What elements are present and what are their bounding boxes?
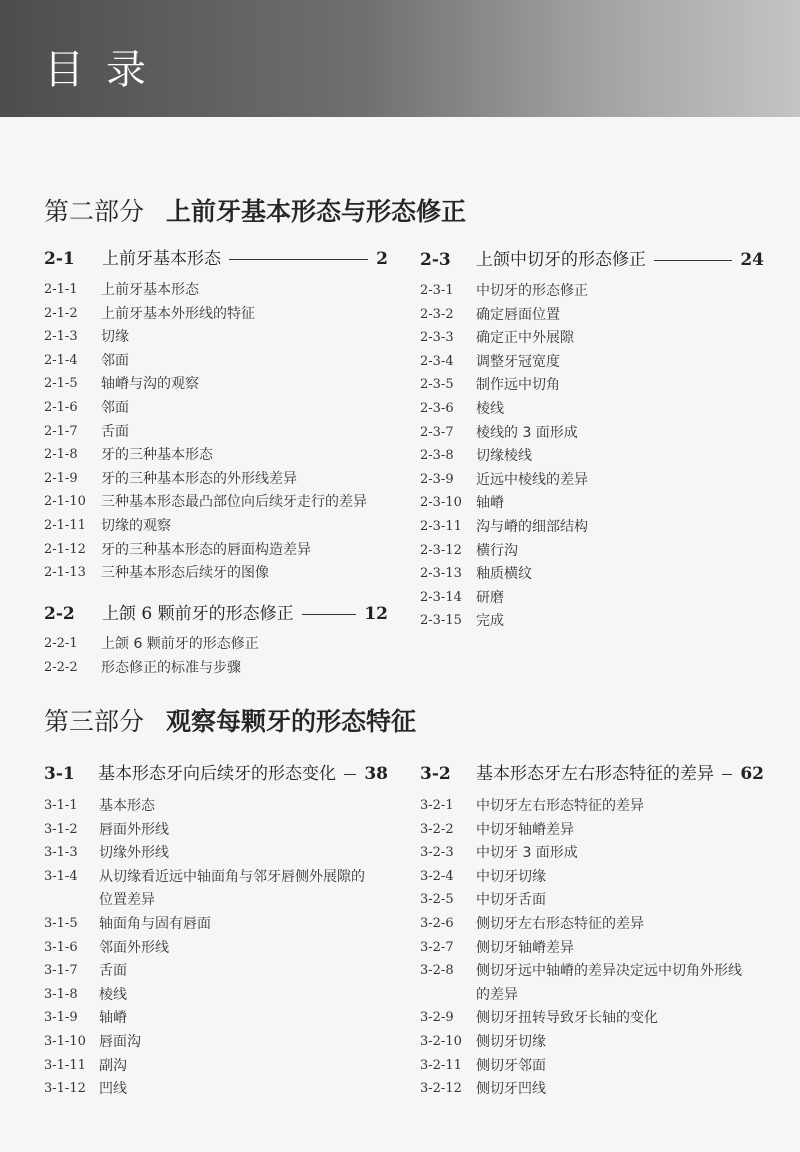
item-text-line: 确定正中外展隙 [476, 330, 574, 347]
item-number: 3-1-11 [44, 1057, 86, 1073]
toc-item[interactable] [420, 890, 546, 910]
item-text [476, 611, 504, 631]
item-text [476, 352, 560, 372]
section-number: 3-2 [420, 764, 451, 784]
item-text [476, 328, 574, 348]
item-text-line: 轴嵴 [476, 495, 504, 512]
item-number: 3-1-8 [44, 986, 78, 1002]
toc-item[interactable] [420, 517, 588, 537]
toc-item[interactable] [44, 492, 367, 512]
item-text-line: 完成 [476, 613, 504, 630]
item-number: 2-1-9 [44, 470, 78, 486]
item-number: 2-1-4 [44, 352, 78, 368]
section-2-1-heading[interactable] [44, 248, 388, 270]
item-text [476, 820, 574, 840]
item-text-line: 唇面沟 [99, 1034, 141, 1050]
item-text-line: 牙的三种基本形态 [101, 447, 213, 464]
section-page: 12 [364, 604, 388, 624]
section-title: 上颌中切牙的形态修正 [476, 250, 646, 270]
item-text [99, 1056, 127, 1076]
item-text-line: 近远中棱线的差异 [476, 471, 588, 488]
item-text-line: 的差异 [476, 986, 518, 1003]
item-number: 3-1-6 [44, 939, 78, 955]
item-text [476, 493, 504, 513]
item-number: 2-1-13 [44, 565, 86, 581]
toc-item[interactable] [420, 843, 578, 863]
section-title: 基本形态牙左右形态特征的差异 [476, 764, 714, 784]
header-banner [0, 0, 800, 117]
item-number: 2-1-3 [44, 329, 78, 345]
item-text [476, 1079, 546, 1099]
item-number: 2-3-13 [420, 566, 462, 582]
item-number: 2-3-3 [420, 330, 454, 346]
toc-item[interactable] [44, 658, 241, 678]
item-number: 2-3-6 [420, 401, 454, 416]
section-3-2-heading[interactable] [420, 763, 764, 785]
section-2-2-heading[interactable] [44, 603, 388, 625]
item-number: 3-2-9 [420, 1010, 454, 1026]
item-text-line: 侧切牙切缘 [476, 1034, 546, 1050]
item-text-line: 轴嵴 [99, 1010, 127, 1027]
item-text [101, 351, 129, 371]
section-number: 3-1 [44, 764, 75, 784]
item-text-line: 侧切牙远中轴嵴的差异决定远中切角外形线 [476, 963, 742, 980]
toc-item[interactable] [420, 1056, 546, 1076]
item-text-line: 上前牙基本外形线的特征 [101, 305, 255, 322]
item-number: 2-1-10 [44, 494, 86, 510]
toc-item[interactable] [44, 469, 297, 489]
item-text-line: 切缘外形线 [99, 845, 169, 862]
item-text-line: 轴面角与固有唇面 [99, 916, 211, 932]
toc-item[interactable] [44, 985, 127, 1005]
item-number: 2-2-2 [44, 659, 78, 675]
item-number: 3-2-12 [420, 1081, 462, 1097]
item-text-line: 上前牙基本形态 [101, 282, 199, 298]
item-number: 3-1-7 [44, 963, 78, 979]
item-number: 2-3-8 [420, 448, 454, 464]
item-text [101, 398, 129, 418]
item-number: 2-1-12 [44, 541, 86, 557]
toc-item[interactable] [44, 634, 259, 654]
item-text-line: 中切牙左右形态特征的差异 [476, 798, 644, 814]
toc-item[interactable] [44, 867, 365, 911]
item-text-line: 切缘的观察 [101, 518, 171, 534]
toc-item[interactable] [44, 938, 169, 958]
item-text [99, 796, 155, 816]
item-number: 2-3-15 [420, 613, 462, 629]
item-text [101, 516, 171, 536]
item-text [99, 961, 127, 981]
item-text [476, 375, 560, 395]
item-text [101, 563, 269, 583]
toc-item[interactable] [420, 1008, 658, 1028]
toc-item[interactable] [420, 423, 578, 443]
toc-item[interactable] [44, 516, 171, 536]
item-text [101, 327, 129, 347]
item-number: 2-1-5 [44, 376, 78, 392]
part-name: 上前牙基本形态与形态修正 [166, 197, 467, 226]
part-heading-3 [44, 706, 416, 738]
toc-item[interactable] [44, 820, 169, 840]
item-text [476, 541, 518, 561]
toc-item[interactable] [420, 564, 532, 584]
item-number: 3-1-2 [44, 821, 78, 837]
item-number: 2-1-6 [44, 400, 78, 415]
leader-line [654, 260, 732, 261]
item-text-line: 切缘 [101, 329, 129, 346]
item-text-line: 中切牙的形态修正 [476, 283, 588, 299]
item-text-line: 上颌 6 颗前牙的形态修正 [101, 636, 259, 652]
section-page: 2 [376, 249, 388, 269]
toc-item[interactable] [420, 867, 546, 887]
toc-item[interactable] [420, 375, 560, 395]
toc-item[interactable] [44, 914, 211, 934]
item-text [476, 1008, 658, 1028]
toc-item[interactable] [420, 352, 560, 372]
item-number: 3-2-10 [420, 1034, 462, 1049]
item-text-line: 轴嵴与沟的观察 [101, 376, 199, 393]
item-text-line: 形态修正的标准与步骤 [101, 659, 241, 676]
section-2-3-heading[interactable] [420, 249, 764, 271]
section-page: 24 [740, 250, 764, 270]
item-text [476, 446, 532, 466]
toc-item[interactable] [420, 820, 574, 840]
item-number: 3-1-1 [44, 798, 78, 813]
item-text [476, 517, 588, 537]
item-text-line: 侧切牙轴嵴差异 [476, 939, 574, 956]
toc-item[interactable] [44, 1056, 127, 1076]
item-number: 3-2-2 [420, 821, 454, 837]
item-text [101, 280, 199, 300]
item-number: 2-3-2 [420, 306, 454, 322]
item-text-line: 沟与嵴的细部结构 [476, 519, 588, 535]
section-title: 基本形态牙向后续牙的形态变化 [98, 764, 336, 784]
item-text-line: 舌面 [99, 963, 127, 980]
item-text [99, 1008, 127, 1028]
section-3-1-heading[interactable] [44, 763, 388, 785]
item-text-line: 横行沟 [476, 542, 518, 559]
item-text-line: 三种基本形态最凸部位向后续牙走行的差异 [101, 494, 367, 511]
item-number: 3-2-8 [420, 963, 454, 979]
item-number: 2-2-1 [44, 636, 78, 651]
item-text-line: 从切缘看近远中轴面角与邻牙唇侧外展隙的 [99, 868, 365, 885]
item-text [476, 588, 504, 608]
item-text-line: 邻面 [101, 400, 129, 416]
toc-item[interactable] [44, 351, 129, 371]
section-number: 2-2 [44, 604, 75, 624]
item-text [476, 1032, 546, 1052]
toc-item[interactable] [420, 281, 588, 301]
leader-line [344, 774, 356, 775]
item-number: 2-3-11 [420, 519, 462, 534]
toc-item[interactable] [420, 399, 504, 419]
toc-item[interactable] [420, 470, 588, 490]
item-text-line: 邻面 [101, 352, 129, 369]
toc-item[interactable] [420, 914, 644, 934]
item-text-line: 中切牙舌面 [476, 892, 546, 909]
toc-item[interactable] [420, 938, 574, 958]
item-text-line: 调整牙冠宽度 [476, 353, 560, 370]
toc-item[interactable] [44, 1079, 127, 1099]
item-text [99, 820, 169, 840]
part-name: 观察每颗牙的形态特征 [166, 707, 417, 736]
toc-item[interactable] [420, 446, 532, 466]
item-text [476, 305, 560, 325]
item-text [476, 890, 546, 910]
item-number: 2-1-11 [44, 518, 86, 533]
toc-item[interactable] [44, 445, 213, 465]
toc-item[interactable] [44, 1008, 127, 1028]
item-number: 2-1-8 [44, 447, 78, 463]
item-text-line: 棱线的 3 面形成 [476, 424, 578, 441]
item-text [476, 564, 532, 584]
item-text [476, 281, 588, 301]
item-text-line: 中切牙切缘 [476, 868, 546, 885]
item-text-line: 制作远中切角 [476, 377, 560, 394]
item-number: 3-2-1 [420, 798, 454, 813]
toc-item[interactable] [420, 1079, 546, 1099]
toc-item[interactable] [420, 305, 560, 325]
item-number: 2-3-14 [420, 589, 462, 605]
toc-item[interactable] [420, 611, 504, 631]
item-text [99, 867, 365, 911]
item-text-line: 舌面 [101, 423, 129, 440]
section-page: 38 [364, 764, 388, 784]
toc-item[interactable] [420, 328, 574, 348]
item-text-line: 唇面外形线 [99, 821, 169, 838]
item-text-line: 侧切牙扭转导致牙长轴的变化 [476, 1010, 658, 1027]
item-number: 2-3-5 [420, 377, 454, 393]
section-number: 2-3 [420, 250, 451, 270]
item-text-line: 凹线 [99, 1081, 127, 1098]
part-label: 第三部分 [44, 707, 145, 736]
item-text-line: 切缘棱线 [476, 448, 532, 465]
section-page: 62 [740, 764, 764, 784]
item-text-line: 位置差异 [99, 892, 155, 909]
item-text [476, 938, 574, 958]
item-number: 3-2-7 [420, 939, 454, 955]
item-number: 2-1-7 [44, 423, 78, 439]
item-text [101, 469, 297, 489]
item-number: 3-2-11 [420, 1057, 462, 1073]
item-text [101, 492, 367, 512]
item-text [101, 540, 311, 560]
item-number: 2-3-4 [420, 353, 454, 369]
toc-item[interactable] [44, 304, 255, 324]
item-number: 3-1-3 [44, 845, 78, 861]
section-number: 2-1 [44, 249, 75, 269]
item-number: 3-1-4 [44, 868, 78, 884]
toc-item[interactable] [420, 961, 742, 1005]
item-text [476, 1056, 546, 1076]
item-number: 2-3-7 [420, 424, 454, 440]
toc-item[interactable] [44, 540, 311, 560]
toc-item[interactable] [44, 1032, 141, 1052]
item-number: 2-3-9 [420, 471, 454, 487]
item-text [476, 961, 742, 1005]
item-text [101, 658, 241, 678]
section-title: 上前牙基本形态 [102, 249, 221, 269]
item-text [476, 470, 588, 490]
item-text-line: 研磨 [476, 589, 504, 606]
toc-item[interactable] [44, 796, 155, 816]
item-text [476, 399, 504, 419]
toc-item[interactable] [44, 422, 129, 442]
item-text [476, 914, 644, 934]
item-number: 2-1-1 [44, 282, 78, 297]
item-text [99, 843, 169, 863]
item-text-line: 邻面外形线 [99, 939, 169, 956]
item-number: 2-3-10 [420, 495, 462, 511]
item-text-line: 三种基本形态后续牙的图像 [101, 565, 269, 582]
item-text-line: 中切牙 3 面形成 [476, 845, 578, 862]
leader-line [229, 259, 368, 260]
item-number: 3-2-4 [420, 868, 454, 884]
toc-item[interactable] [44, 327, 129, 347]
item-text [99, 938, 169, 958]
item-text-line: 中切牙轴嵴差异 [476, 821, 574, 838]
item-text-line: 侧切牙左右形态特征的差异 [476, 916, 644, 932]
toc-item[interactable] [420, 796, 644, 816]
item-number: 2-1-2 [44, 305, 78, 321]
section-title: 上颌 6 颗前牙的形态修正 [102, 604, 294, 624]
toc-item[interactable] [44, 961, 127, 981]
item-text [101, 634, 259, 654]
item-text-line: 牙的三种基本形态的外形线差异 [101, 470, 297, 487]
item-text [476, 796, 644, 816]
toc-item[interactable] [44, 280, 199, 300]
item-number: 2-3-1 [420, 283, 454, 298]
item-text-line: 牙的三种基本形态的唇面构造差异 [101, 541, 311, 558]
item-text [101, 445, 213, 465]
toc-item[interactable] [44, 374, 199, 394]
toc-item[interactable] [44, 563, 269, 583]
item-text [101, 304, 255, 324]
item-number: 3-2-3 [420, 845, 454, 861]
item-number: 3-1-10 [44, 1034, 86, 1049]
toc-item[interactable] [420, 541, 518, 561]
item-text-line: 棱线 [476, 401, 504, 417]
item-text [101, 374, 199, 394]
item-number: 3-2-5 [420, 892, 454, 908]
toc-item[interactable] [420, 493, 504, 513]
item-text-line: 副沟 [99, 1057, 127, 1074]
item-text [99, 914, 211, 934]
item-text [99, 1079, 127, 1099]
item-number: 3-2-6 [420, 916, 454, 931]
item-text-line: 侧切牙邻面 [476, 1057, 546, 1074]
item-text [476, 843, 578, 863]
item-number: 3-1-12 [44, 1081, 86, 1097]
item-text-line: 侧切牙凹线 [476, 1081, 546, 1098]
page-title: 目录 [44, 47, 168, 93]
toc-item[interactable] [44, 843, 169, 863]
part-label: 第二部分 [44, 197, 145, 226]
item-text-line: 釉质横纹 [476, 566, 532, 583]
toc-item[interactable] [420, 588, 504, 608]
item-text-line: 棱线 [99, 986, 127, 1003]
leader-line [722, 774, 732, 775]
item-number: 3-1-9 [44, 1010, 78, 1026]
leader-line [302, 614, 357, 615]
item-text-line: 基本形态 [99, 798, 155, 814]
item-number: 3-1-5 [44, 916, 78, 931]
item-text [476, 867, 546, 887]
toc-item[interactable] [420, 1032, 546, 1052]
item-number: 2-3-12 [420, 542, 462, 558]
item-text-line: 确定唇面位置 [476, 306, 560, 323]
item-text [101, 422, 129, 442]
part-heading-2 [44, 196, 466, 228]
item-text [476, 423, 578, 443]
item-text [99, 1032, 141, 1052]
item-text [99, 985, 127, 1005]
toc-item[interactable] [44, 398, 129, 418]
